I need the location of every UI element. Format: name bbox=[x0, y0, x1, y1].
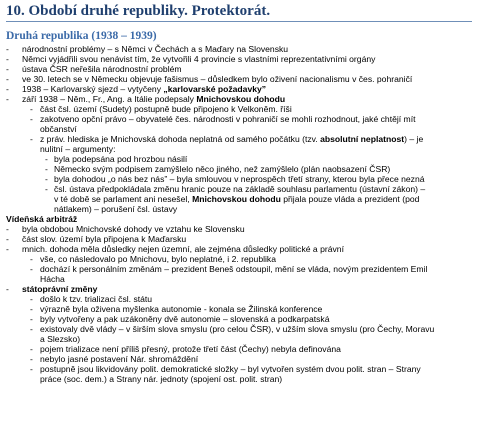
list-item-text: čsl. ústava předpokládala změnu hranic pouze na základě souhlasu parlamentu (ústavní zákon) – bbox=[54, 184, 426, 194]
list-item-text: došlo k tzv. trializaci čsl. státu bbox=[40, 294, 153, 304]
document-line bbox=[0, 294, 479, 304]
list-item-text: v té době se parlament ani nesešel, Mnichovskou dohodu přijala pouze vláda a prezident (pod bbox=[54, 194, 420, 204]
list-item-text: ústava ČSR neřešila národnostní problém bbox=[22, 64, 182, 74]
document-line bbox=[0, 334, 479, 344]
list-bullet: - bbox=[30, 104, 33, 114]
document-line bbox=[0, 264, 479, 274]
list-item-text: postupně jsou likvidovány polit. demokratické složky – byl vytvořen systém dvou polit. stran – Strany bbox=[40, 364, 421, 374]
document-line bbox=[0, 234, 479, 244]
document-line bbox=[0, 64, 479, 74]
document-line bbox=[0, 124, 479, 134]
list-item-text: část čsl. území (Sudety) postupně bude připojeno k Velkoněm. říši bbox=[40, 104, 292, 114]
list-item-text: Hácha bbox=[40, 274, 65, 284]
list-bullet: - bbox=[6, 94, 9, 104]
list-bullet: - bbox=[45, 154, 48, 164]
document-line bbox=[0, 284, 479, 294]
list-item-text: zakotveno opční právo – obyvatelé čes. národnosti v pohraničí se mohli rozhodnout, jaké chtějí mít bbox=[40, 114, 416, 124]
list-bullet: - bbox=[6, 74, 9, 84]
list-bullet: - bbox=[30, 114, 33, 124]
document-line bbox=[0, 304, 479, 314]
document-line bbox=[0, 314, 479, 324]
list-item-text: pojem trializace není příliš přesný, protože třetí část (Čechy) nebyla definována bbox=[40, 344, 341, 354]
list-item-text: vše, co následovalo po Mnichovu, bylo neplatné, i 2. republika bbox=[40, 254, 276, 264]
list-bullet: - bbox=[6, 64, 9, 74]
list-item-text: existovaly dvě vlády – v širším slova smyslu (pro celou ČSR), v užším slova smyslu (pro Čechy, Moravu bbox=[40, 324, 435, 334]
list-bullet: - bbox=[30, 314, 33, 324]
document-line bbox=[0, 184, 479, 194]
list-item-text: nebylo jasné postavení Nár. shromáždění bbox=[40, 354, 199, 364]
document-line bbox=[0, 354, 479, 364]
document-line bbox=[0, 254, 479, 264]
document-line bbox=[0, 154, 479, 164]
list-item-text: práce (soc. dem.) a Strany nár. jednoty (spojení ost. polit. stran) bbox=[40, 374, 283, 384]
list-item-text: občanství bbox=[40, 124, 77, 134]
document-line bbox=[0, 74, 479, 84]
document-line bbox=[0, 214, 479, 224]
document-line bbox=[0, 244, 479, 254]
list-bullet: - bbox=[30, 264, 33, 274]
document-line bbox=[0, 164, 479, 174]
document-body bbox=[0, 44, 479, 384]
document-line bbox=[0, 344, 479, 354]
list-bullet: - bbox=[30, 344, 33, 354]
list-bullet: - bbox=[6, 84, 9, 94]
list-item-text: byla obdobou Mnichovské dohody ve vztahu ke Slovensku bbox=[22, 224, 245, 234]
document-line bbox=[0, 84, 479, 94]
list-bullet: - bbox=[6, 244, 9, 254]
list-bullet: - bbox=[6, 234, 9, 244]
document-line bbox=[0, 44, 479, 54]
document-line bbox=[0, 324, 479, 334]
list-item-text: Němci vyjádřili svou nenávist tím, že vytvořili 4 provincie s vlastními reprezentativními orgány bbox=[22, 54, 376, 64]
list-bullet: - bbox=[6, 54, 9, 64]
list-item-text: státoprávní změny bbox=[22, 284, 98, 294]
list-item-text: z práv. hlediska je Mnichovská dohoda neplatná od samého počátku (tzv. absolutní neplatnost) – je bbox=[40, 134, 424, 144]
list-item-text: nátlakem) – porušení čsl. ústavy bbox=[54, 204, 178, 214]
document-line bbox=[0, 374, 479, 384]
list-item-text: byla dohodou „o nás bez nás” – byla smlouvou v neprospěch třetí strany, kterou byla přece nezná bbox=[54, 174, 425, 184]
list-item-text: dochází k personálním změnám – prezident Beneš odstoupil, mění se vláda, novým prezidentem Emil bbox=[40, 264, 428, 274]
list-item-text: 1938 – Karlovarský sjezd – vytyčeny „karlovarské požadavky” bbox=[22, 84, 267, 94]
list-item-text: byly vytvořeny a pak uzákoněny dvě autonomie – slovenská a podkarpatská bbox=[40, 314, 330, 324]
list-bullet: - bbox=[6, 44, 9, 54]
list-item-text: část slov. území byla připojena k Maďarsku bbox=[22, 234, 187, 244]
list-bullet: - bbox=[30, 354, 33, 364]
list-item-text: národnostní problémy – s Němci v Čechách a s Maďary na Slovensku bbox=[22, 44, 289, 54]
document-line bbox=[0, 114, 479, 124]
list-bullet: - bbox=[45, 184, 48, 194]
list-item-text: Německo svým podpisem zamýšlelo něco jiného, než zamýšlelo (plán naobsazení ČSR) bbox=[54, 164, 391, 174]
list-bullet: - bbox=[30, 294, 33, 304]
list-bullet: - bbox=[45, 164, 48, 174]
list-bullet: - bbox=[30, 364, 33, 374]
list-bullet: - bbox=[45, 174, 48, 184]
document-line bbox=[0, 204, 479, 214]
list-bullet: - bbox=[6, 284, 9, 294]
document-line bbox=[0, 174, 479, 184]
document-line bbox=[0, 144, 479, 154]
document-line bbox=[0, 364, 479, 374]
list-item-text: výrazně byla oživena myšlenka autonomie - konala se Žilinská konference bbox=[40, 304, 323, 314]
list-item-text: byla podepsána pod hrozbou násilí bbox=[54, 154, 188, 164]
list-item-text: mnich. dohoda měla důsledky nejen územní, ale zejména důsledky politické a právní bbox=[22, 244, 344, 254]
document-title: 10. Období druhé republiky. Protektorát. bbox=[6, 3, 472, 22]
section-heading: Druhá republika (1938 – 1939) bbox=[6, 30, 157, 42]
list-bullet: - bbox=[30, 324, 33, 334]
list-item-text: ve 30. letech se v Německu objevuje fašismus – důsledkem bylo oživení nacionalismu v čes. pohraničí bbox=[22, 74, 413, 84]
section-heading-text: Vídeňská arbitráž bbox=[6, 214, 78, 224]
list-bullet: - bbox=[30, 304, 33, 314]
list-item-text: a Slezsko) bbox=[40, 334, 81, 344]
document-line bbox=[0, 274, 479, 284]
list-item-text: září 1938 – Něm., Fr., Ang. a Itálie podepsaly Mnichovskou dohodu bbox=[22, 94, 286, 104]
list-bullet: - bbox=[6, 224, 9, 234]
document-line bbox=[0, 94, 479, 104]
document-line bbox=[0, 224, 479, 234]
list-bullet: - bbox=[30, 254, 33, 264]
document-line bbox=[0, 54, 479, 64]
list-item-text: nulitní – argumenty: bbox=[40, 144, 116, 154]
list-bullet: - bbox=[30, 134, 33, 144]
document-line bbox=[0, 194, 479, 204]
document-line bbox=[0, 134, 479, 144]
document-line bbox=[0, 104, 479, 114]
